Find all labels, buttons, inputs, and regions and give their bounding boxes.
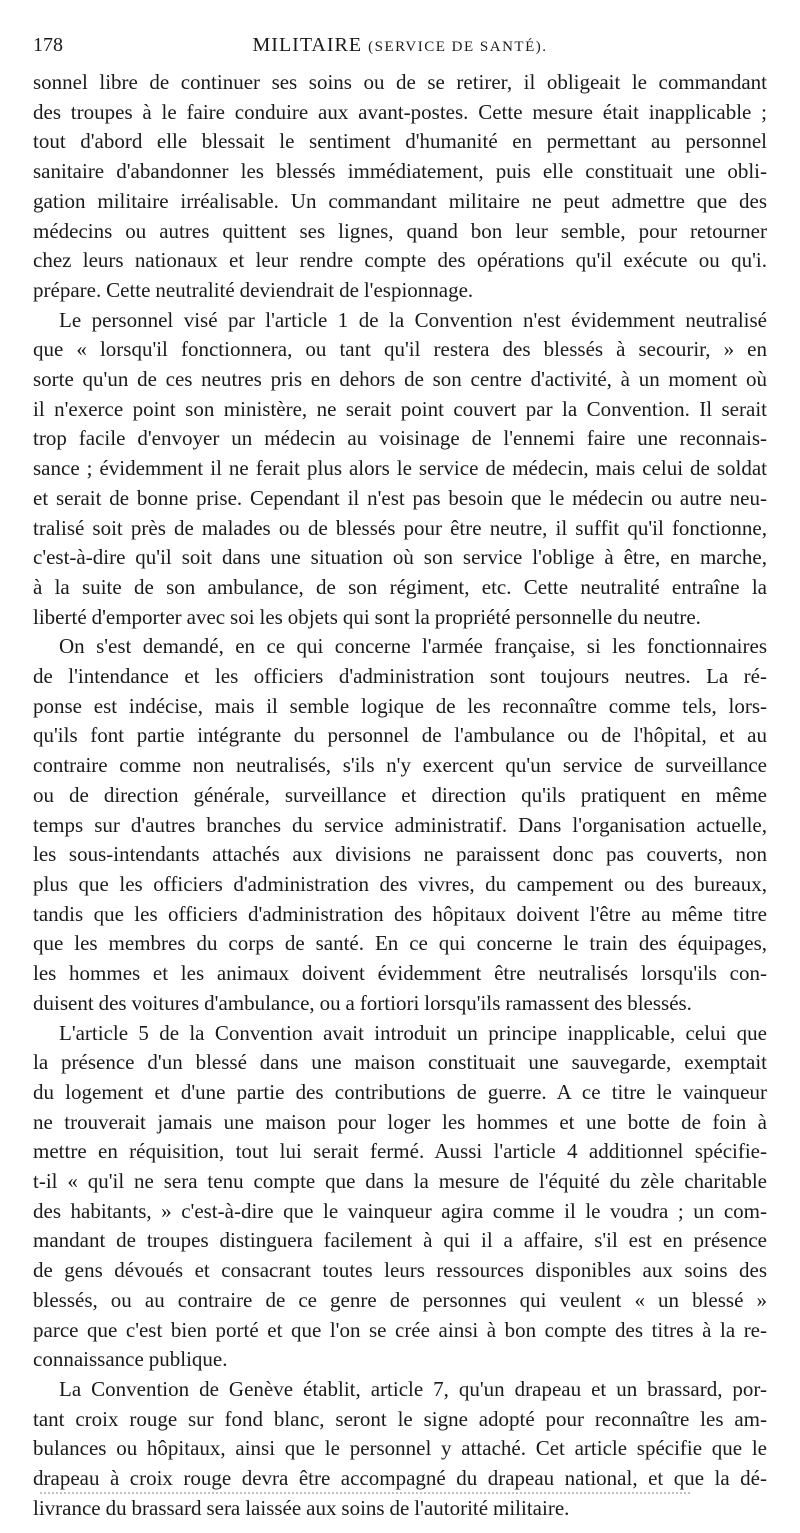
text-line: sorte qu'un de ces neutres pris en dehors de son centre d'activité, à un moment où [33, 367, 767, 392]
text-line: de l'intendance et les officiers d'administration sont toujours neutres. La ré- [33, 664, 767, 689]
text-line: la présence d'un blessé dans une maison constituait une sauvegarde, exemptait [33, 1050, 767, 1075]
text-line: et serait de bonne prise. Cependant il n'est pas besoin que le médecin ou autre neu- [33, 485, 767, 510]
text-line: trop facile d'envoyer un médecin au voisinage de l'ennemi faire une reconnais- [33, 426, 767, 451]
text-line: que les membres du corps de santé. En ce qui concerne le train des équipages, [33, 931, 767, 956]
text-line: mettre en réquisition, tout lui serait fermé. Aussi l'article 4 additionnel spécifie- [33, 1139, 767, 1164]
text-line: drapeau à croix rouge devra être accompagné du drapeau national, et que la dé- [33, 1466, 767, 1491]
page-header [33, 30, 767, 60]
text-line: L'article 5 de la Convention avait introduit un principe inapplicable, celui que [59, 1020, 767, 1045]
running-head-subtitle: (SERVICE DE SANTÉ). [368, 39, 548, 55]
text-line: des troupes à le faire conduire aux avant-postes. Cette mesure était inapplicable ; [33, 99, 767, 124]
text-line: gation militaire irréalisable. Un commandant militaire ne peut admettre que des [33, 188, 767, 213]
text-line: parce que c'est bien porté et que l'on se crée ainsi à bon compte des titres à la re- [33, 1317, 767, 1342]
text-line: sance ; évidemment il ne ferait plus alors le service de médecin, mais celui de soldat [33, 456, 767, 481]
paragraph [33, 1375, 767, 1524]
paragraph [33, 1019, 767, 1375]
text-line: plus que les officiers d'administration des vivres, du campement ou des bureaux, [33, 871, 767, 896]
text-line: tralisé soit près de malades ou de blessés pour être neutre, il suffit qu'il fonctionne, [33, 515, 767, 540]
text-line: On s'est demandé, en ce qui concerne l'armée française, si les fonctionnaires [59, 634, 767, 659]
text-line: mandant de troupes distinguera facilement à qui il a affaire, s'il est en présence [33, 1228, 767, 1253]
text-line: qu'ils font partie intégrante du personnel de l'ambulance ou de l'hôpital, et au [33, 723, 767, 748]
text-line: les sous-intendants attachés aux divisions ne paraissent donc pas couverts, non [33, 842, 767, 867]
text-line: contraire comme non neutralisés, s'ils n'y exercent qu'un service de surveillance [33, 753, 767, 778]
text-line: tout d'abord elle blessait le sentiment d'humanité en permettant au personnel [33, 129, 767, 154]
text-line: sanitaire d'abandonner les blessés immédiatement, puis elle constituait une obli- [33, 159, 767, 184]
book-page [33, 30, 767, 1523]
text-line: les hommes et les animaux doivent évidemment être neutralisés lorsqu'ils con- [33, 961, 767, 986]
text-line: tant croix rouge sur fond blanc, seront le signe adopté pour reconnaître les am- [33, 1406, 767, 1431]
text-line: sonnel libre de continuer ses soins ou de se retirer, il obligeait le commandant [33, 70, 767, 94]
text-line: des habitants, » c'est-à-dire que le vainqueur agira comme il le voudra ; un com- [33, 1198, 767, 1223]
text-line: duisent des voitures d'ambulance, ou a fortiori lorsqu'ils ramassent des blessés. [33, 990, 692, 1015]
text-line: que « lorsqu'il fonctionnera, ou tant qu'il restera des blessés à secourir, » en [33, 337, 767, 362]
text-line: blessés, ou au contraire de ce genre de personnes qui veulent « un blessé » [33, 1287, 767, 1312]
text-line: du logement et d'une partie des contributions de guerre. A ce titre le vainqueur [33, 1079, 767, 1104]
text-line: bulances ou hôpitaux, ainsi que le personnel y attaché. Cet article spécifie que le [33, 1436, 767, 1461]
text-line: ponse est indécise, mais il semble logique de les reconnaître comme tels, lors- [33, 693, 767, 718]
text-line: liberté d'emporter avec soi les objets qui sont la propriété personnelle du neutre. [33, 604, 701, 629]
text-line: tandis que les officiers d'administration des hôpitaux doivent l'être au même titre [33, 901, 767, 926]
text-line: La Convention de Genève établit, article 7, qu'un drapeau et un brassard, por- [59, 1376, 767, 1401]
text-line: il n'exerce point son ministère, ne serait point couvert par la Convention. Il serait [33, 396, 767, 421]
page-number: 178 [33, 34, 63, 56]
body-text [33, 68, 767, 1523]
text-line: chez leurs nationaux et leur rendre compte des opérations qu'il exécute ou qu'i. [33, 248, 767, 273]
text-line: ou de direction générale, surveillance et direction qu'ils pratiquent en même [33, 782, 767, 807]
running-head-title: MILITAIRE [252, 34, 363, 56]
text-line: t-il « qu'il ne sera tenu compte que dans la mesure de l'équité du zèle charitable [33, 1169, 767, 1194]
text-line: médecins ou autres quittent ses lignes, quand bon leur semble, pour retourner [33, 218, 767, 243]
text-line: à la suite de son ambulance, de son régiment, etc. Cette neutralité entraîne la [33, 574, 767, 599]
paragraph [33, 68, 767, 306]
running-head [33, 30, 767, 62]
paragraph [33, 306, 767, 633]
text-line: c'est-à-dire qu'il soit dans une situation où son service l'oblige à être, en marche, [33, 545, 767, 570]
text-line: livrance du brassard sera laissée aux soins de l'autorité militaire. [33, 1495, 570, 1520]
text-line: ne trouverait jamais une maison pour loger les hommes et une botte de foin à [33, 1109, 767, 1134]
text-line: prépare. Cette neutralité deviendrait de l'espionnage. [33, 277, 474, 302]
text-line: temps sur d'autres branches du service administratif. Dans l'organisation actuelle, [33, 812, 767, 837]
paragraph [33, 632, 767, 1018]
text-line: Le personnel visé par l'article 1 de la Convention n'est évidemment neutralisé [59, 307, 767, 332]
text-line: de gens dévoués et consacrant toutes leurs ressources disponibles aux soins des [33, 1258, 767, 1283]
footer-rule [40, 1492, 690, 1496]
text-line: connaissance publique. [33, 1347, 228, 1372]
